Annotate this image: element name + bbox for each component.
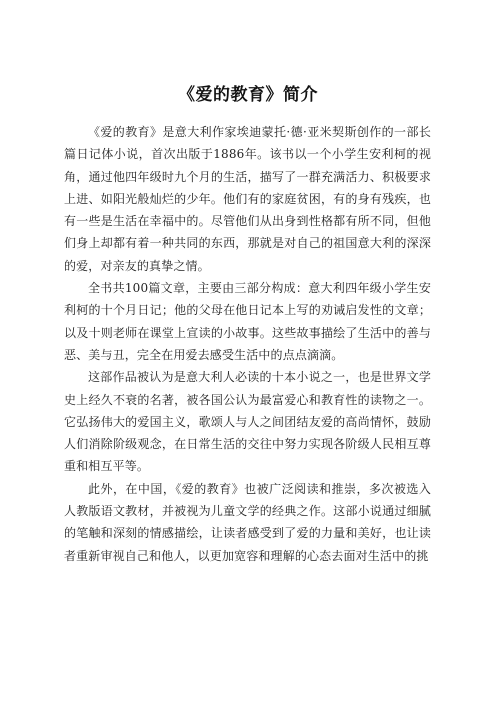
document-body (64, 121, 431, 567)
document-title: 《爱的教育》简介 (178, 85, 318, 105)
paragraph-structure: 全书共100篇文章，主要由三部分构成：意大利四年级小学生安利柯的十个月日记；他的父母在他日记本上写的劝诫启发性的文章；以及十则老师在课堂上宣读的小故事。这些故事描绘了生活中的善与恶、美与丑，完全在用爱去感受生活中的点点滴滴。 (64, 281, 431, 362)
paragraph-significance: 这部作品被认为是意大利人必读的十本小说之一，也是世界文学史上经久不衰的名著，被各国公认为最富爱心和教育性的读物之一。它弘扬伟大的爱国主义，歌颂人与人之间团结友爱的高尚情怀，鼓励人们消除阶级观念，在日常生活的交往中努力实现各阶级人民相互尊重和相互平等。 (64, 370, 431, 474)
paragraph-intro: 《爱的教育》是意大利作家埃迪蒙托·德·亚米契斯创作的一部长篇日记体小说，首次出版于1886年。该书以一个小学生安利柯的视角，通过他四年级时九个月的生活，描写了一群充满活力、积极要求上进、如阳光般灿烂的少年。他们有的家庭贫困，有的身有残疾，也有一些是生活在幸福中的。尽管他们从出身到性格都有所不同，但他们身上却都有着一种共同的东西，那就是对自己的祖国意大利的深深的爱，对亲友的真挚之情。 (64, 125, 431, 273)
paragraph-china-reception: 此外，在中国，《爱的教育》也被广泛阅读和推崇，多次被选入人教版语文教材，并被视为儿童文学的经典之作。这部小说通过细腻的笔触和深刻的情感描绘，让读者感受到了爱的力量和美好，也让读者重新审视自己和他人，以更加宽容和理解的心态去面对生活中的挑 (64, 481, 431, 563)
